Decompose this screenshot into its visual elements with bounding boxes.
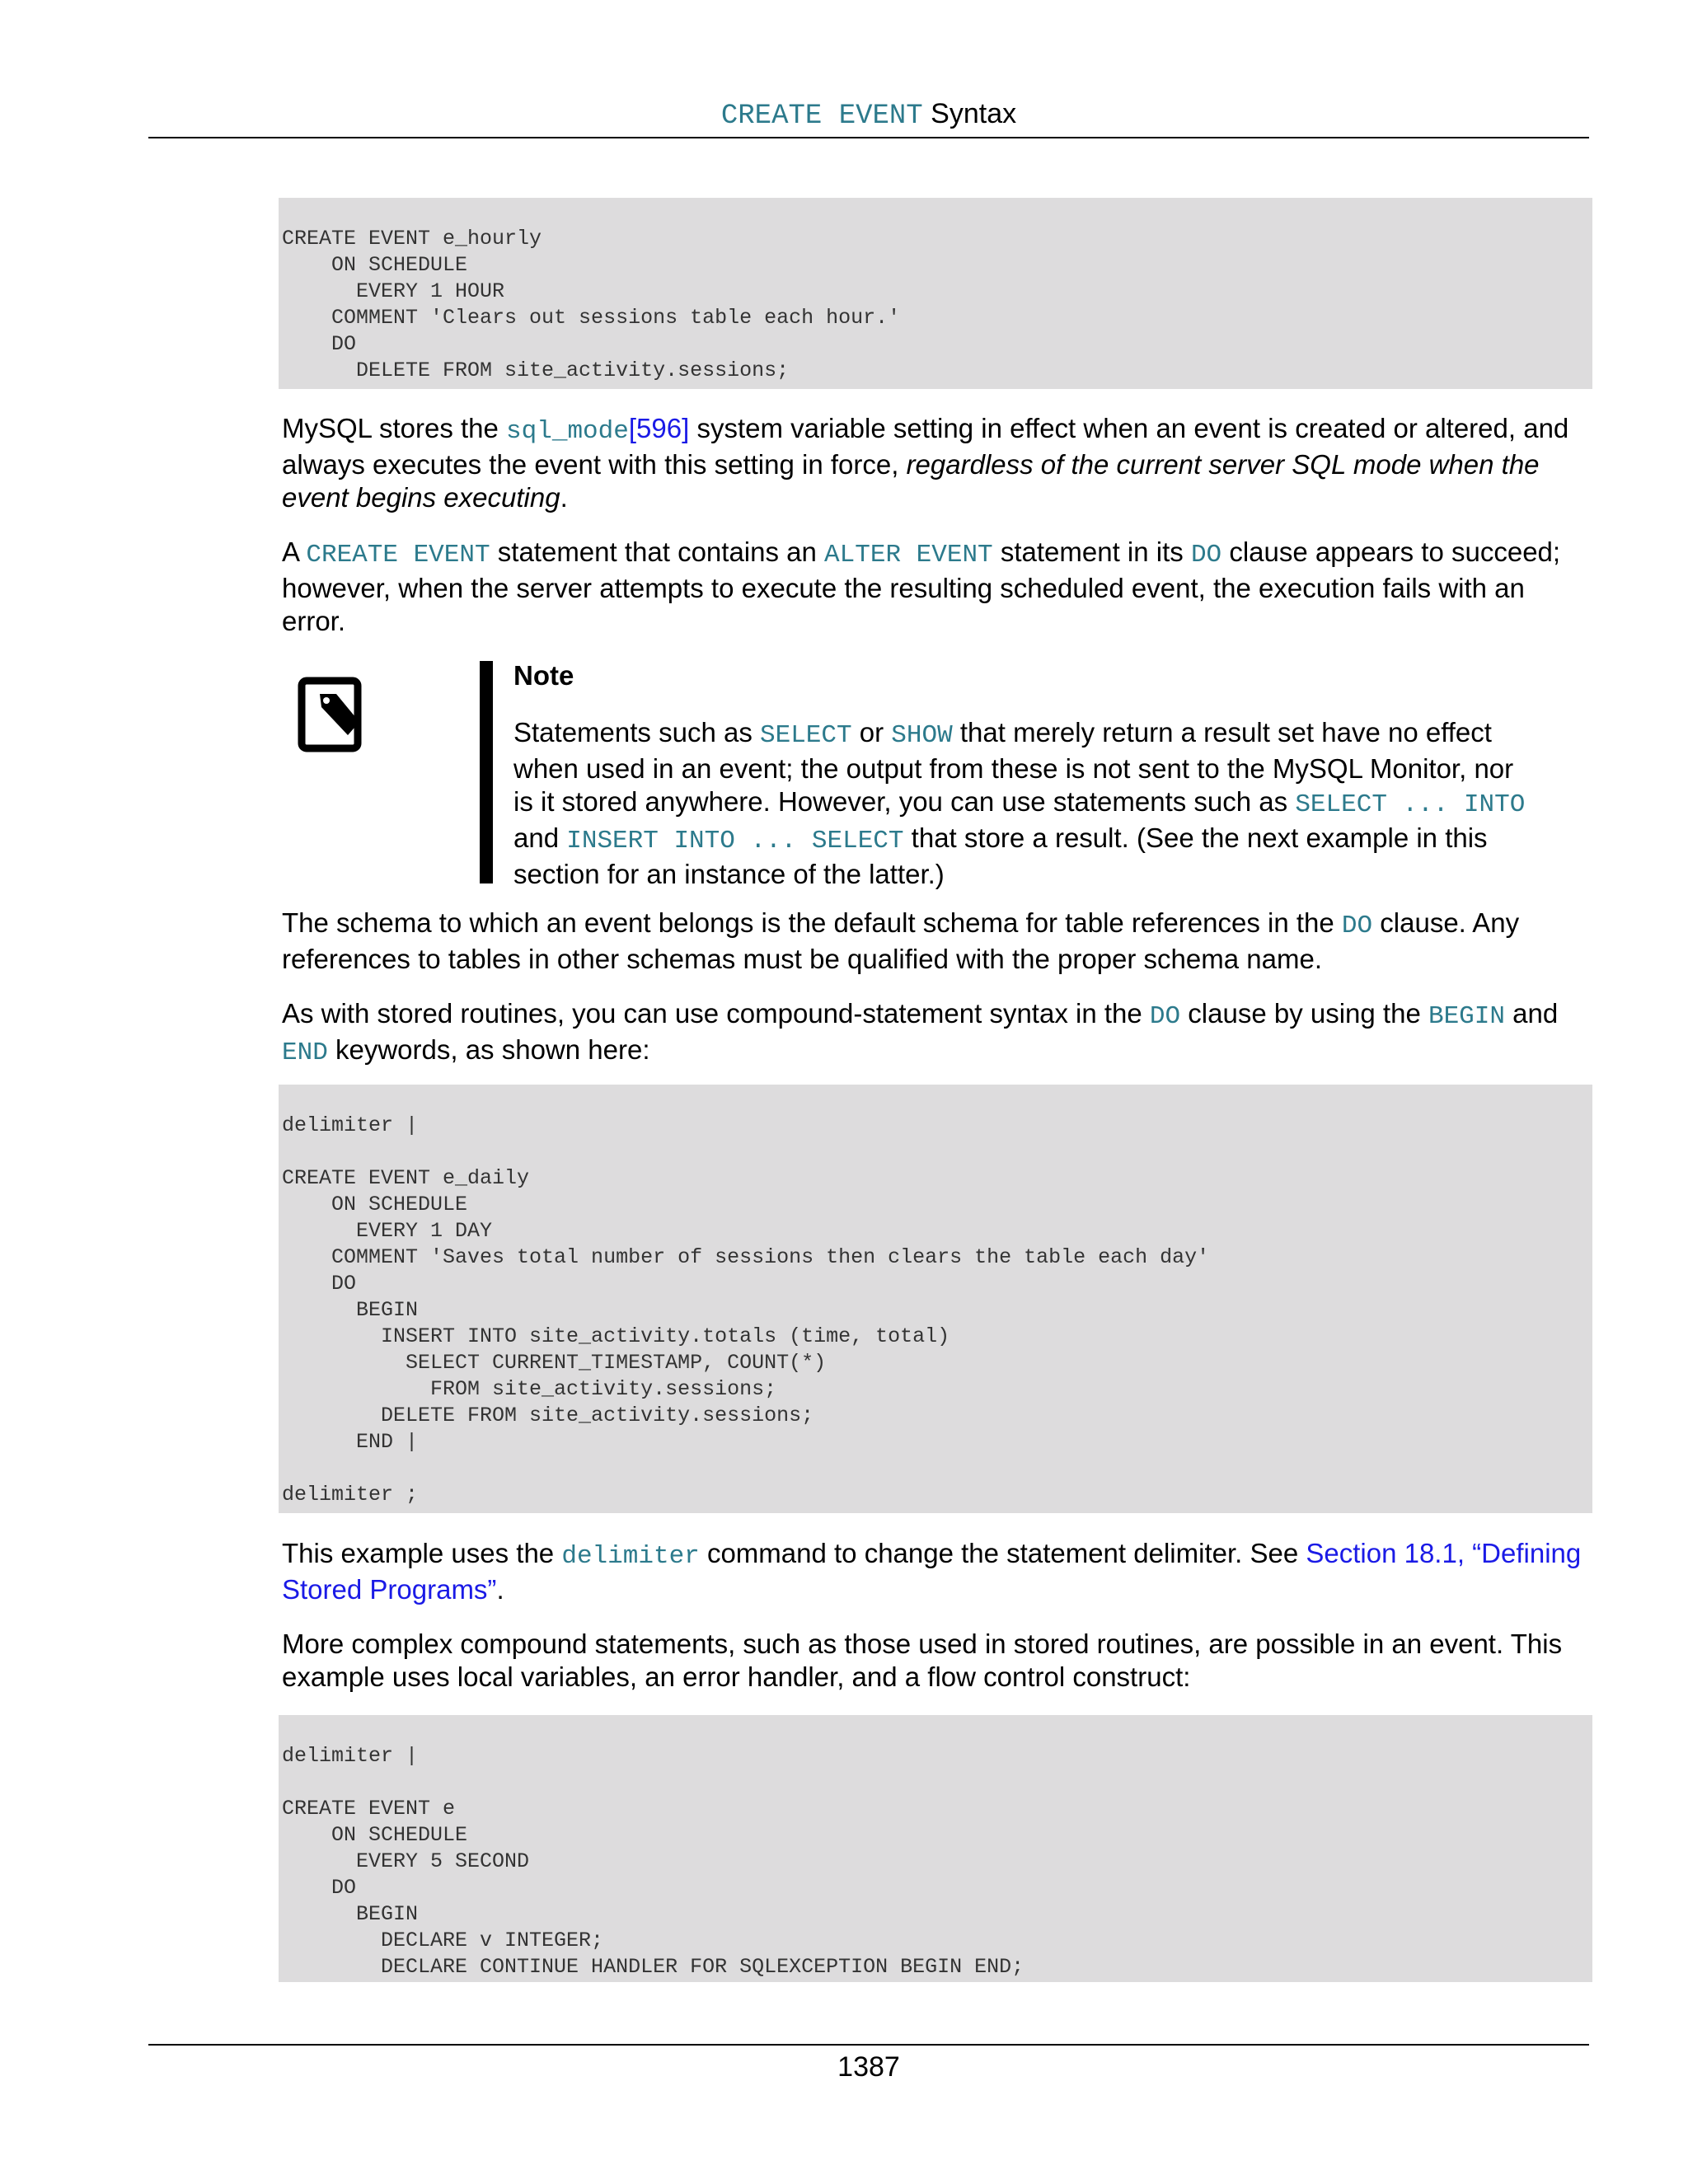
sql-mode-ref: sql_mode: [506, 417, 629, 446]
footer-divider: [148, 2044, 1589, 2046]
sql-mode-page-link[interactable]: [596]: [628, 413, 690, 443]
code-block-text: CREATE EVENT e_hourly ON SCHEDULE EVERY 1 HOUR COMMENT 'Clears out sessions table each hour.' DO DELETE FROM site_activity.sessions;: [282, 227, 901, 382]
page-header: [148, 97, 1589, 133]
defining-stored-programs-link[interactable]: Section 18.1, “Defining Stored Programs”: [282, 1538, 1582, 1605]
paragraph-sql-mode: MySQL stores the sql_mode[596] system variable setting in effect when an event is created or altered, and always executes the event with this setting in force, regardless of the current server SQL mode when the event begins executing.: [282, 413, 1569, 513]
paragraph-delimiter: This example uses the delimiter command to change the statement delimiter. See Section 18.1, “Defining Stored Programs”.: [282, 1538, 1582, 1605]
note-body: Statements such as SELECT or SHOW that merely return a result set have no effect when used in an event; the output from these is not sent to the MySQL Monitor, nor is it stored anywhere. However, you can use statements such as SELECT ... INTO and INSERT INTO ... SELECT that store a result. (See the next example in this section for an instance of the latter.): [513, 717, 1526, 889]
header-divider: [148, 137, 1589, 138]
note-title: Note: [513, 660, 574, 691]
code-block-e-hourly: [279, 198, 1592, 389]
paragraph-complex-compound: More complex compound statements, such as those used in stored routines, are possible in an event. This example uses local variables, an error handler, and a flow control construct:: [282, 1629, 1563, 1692]
code-block-e-daily: [279, 1085, 1592, 1513]
paragraph-alter-event: A CREATE EVENT statement that contains an ALTER EVENT statement in its DO clause appears to succeed; however, when the server attempts to execute the resulting scheduled event, the execution fails with an error.: [282, 537, 1561, 636]
note-icon: [297, 676, 366, 753]
header-title-code: CREATE EVENT: [720, 101, 923, 132]
header-title-text: Syntax: [931, 98, 1017, 129]
code-block-e: [279, 1715, 1592, 1982]
code-block-text: delimiter | CREATE EVENT e_daily ON SCHEDULE EVERY 1 DAY COMMENT 'Saves total number of sessions then clears the table each day' DO BEGIN INSERT INTO site_activity.totals (time, total) SELECT CURRENT_TIMESTAMP, COUNT(*) FROM site_activity.sessions; DELETE FROM site_activity.sessions; END | delimiter ;: [282, 1113, 1210, 1507]
paragraph-compound-syntax: As with stored routines, you can use compound-statement syntax in the DO clause by using the BEGIN and END keywords, as shown here:: [282, 998, 1559, 1067]
code-block-text: delimiter | CREATE EVENT e ON SCHEDULE EVERY 5 SECOND DO BEGIN DECLARE v INTEGER; DECLARE CONTINUE HANDLER FOR SQLEXCEPTION BEGIN END;: [282, 1744, 1025, 1979]
page-number: 1387: [837, 2051, 900, 2083]
note-side-bar: [480, 661, 493, 883]
paragraph-schema: The schema to which an event belongs is the default schema for table references in the DO clause. Any references to tables in other schemas must be qualified with the proper schema name.: [282, 907, 1520, 974]
